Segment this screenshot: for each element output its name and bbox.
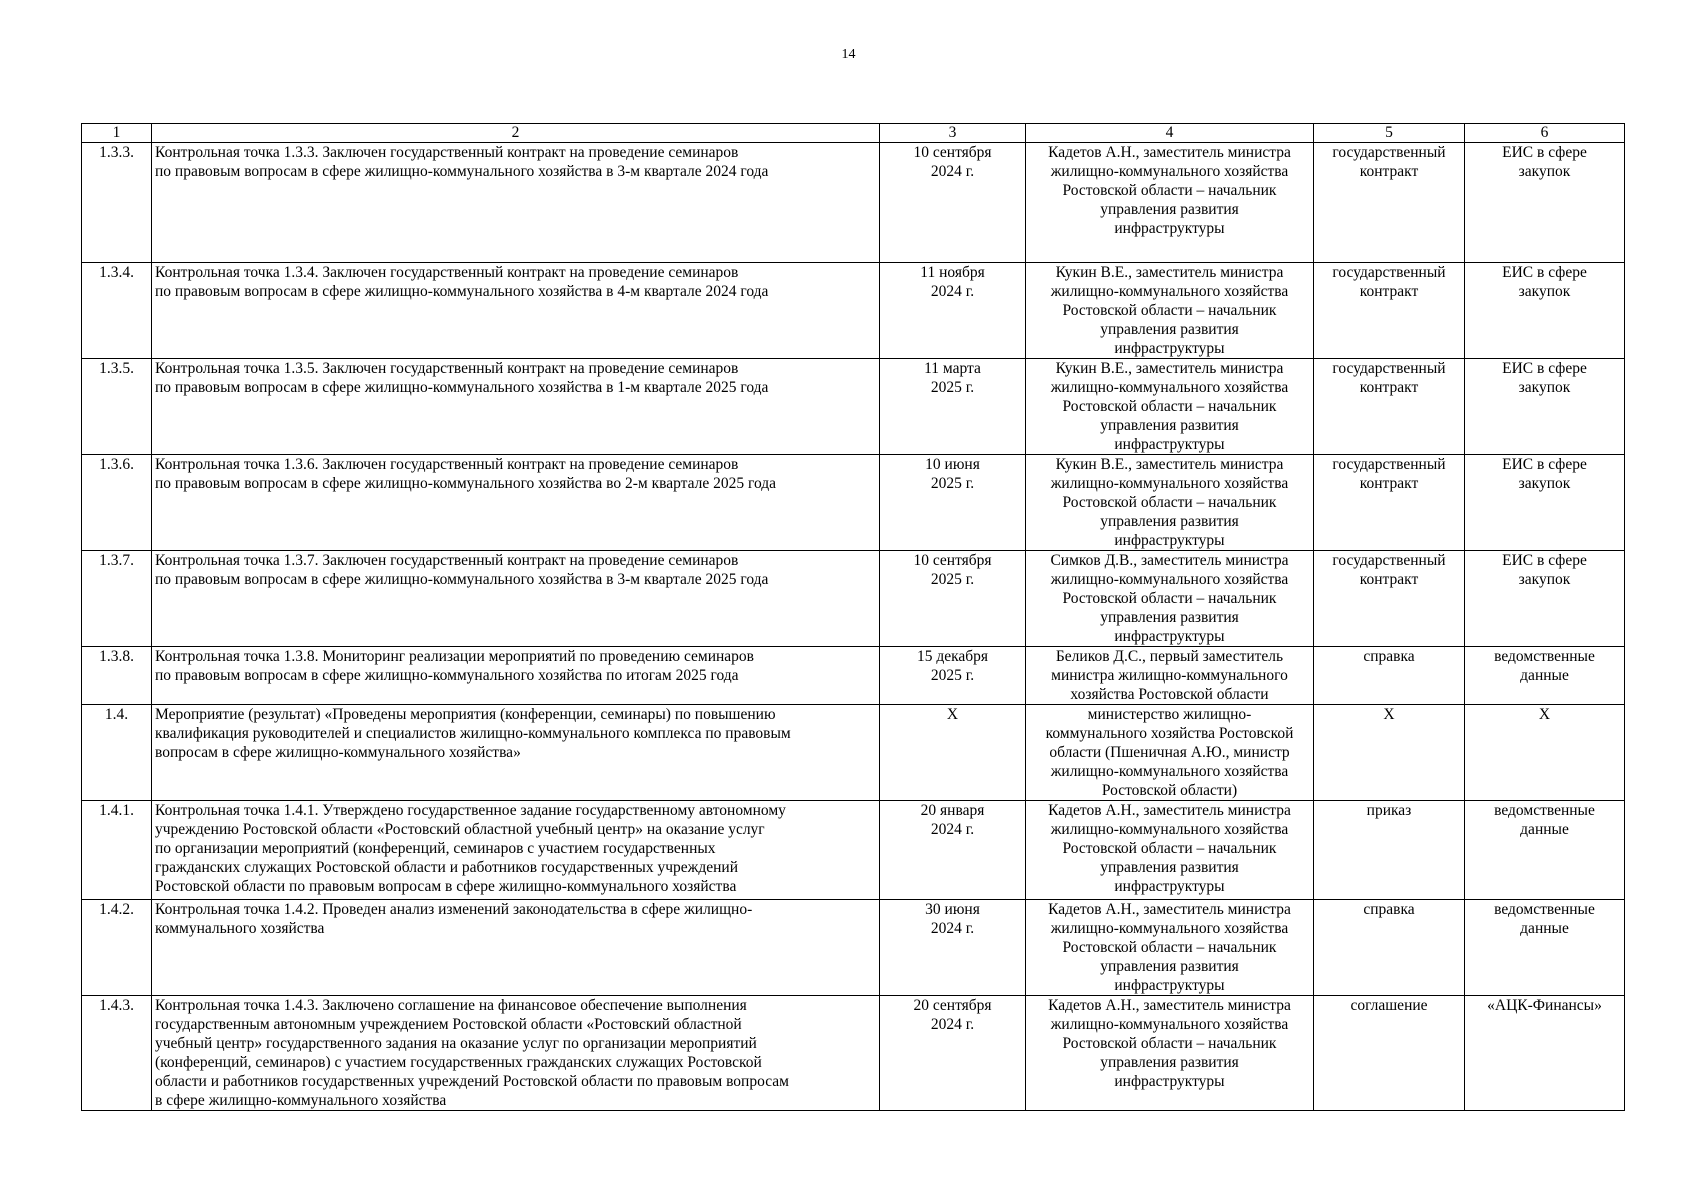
page-number: 14 xyxy=(841,47,856,62)
row-document: государственный контракт xyxy=(1314,455,1465,551)
control-points-table xyxy=(81,123,1625,1111)
row-number: 1.4. xyxy=(82,705,152,801)
row-source: X xyxy=(1465,705,1625,801)
row-number: 1.4.2. xyxy=(82,900,152,996)
row-number: 1.3.8. xyxy=(82,647,152,705)
row-description: Контрольная точка 1.3.7. Заключен государственный контракт на проведение семинаров по правовым вопросам в сфере жилищно-коммунального хозяйства в 3-м квартале 2025 года xyxy=(152,551,880,647)
row-description: Контрольная точка 1.3.6. Заключен государственный контракт на проведение семинаров по правовым вопросам в сфере жилищно-коммунального хозяйства во 2-м квартале 2025 года xyxy=(152,455,880,551)
table-row xyxy=(82,263,1625,359)
row-responsible: Кукин В.Е., заместитель министра жилищно-коммунального хозяйства Ростовской области – начальник управления развития инфраструктуры xyxy=(1026,263,1314,359)
row-date: 15 декабря 2025 г. xyxy=(880,647,1026,705)
row-document: приказ xyxy=(1314,801,1465,900)
row-date: 20 января 2024 г. xyxy=(880,801,1026,900)
row-number: 1.4.3. xyxy=(82,996,152,1111)
row-document: государственный контракт xyxy=(1314,263,1465,359)
row-description: Контрольная точка 1.3.5. Заключен государственный контракт на проведение семинаров по правовым вопросам в сфере жилищно-коммунального хозяйства в 1-м квартале 2025 года xyxy=(152,359,880,455)
row-source: ЕИС в сфере закупок xyxy=(1465,359,1625,455)
table-row xyxy=(82,996,1625,1111)
row-document: справка xyxy=(1314,900,1465,996)
row-responsible: Кукин В.Е., заместитель министра жилищно-коммунального хозяйства Ростовской области – начальник управления развития инфраструктуры xyxy=(1026,359,1314,455)
table-row xyxy=(82,801,1625,900)
row-date: 30 июня 2024 г. xyxy=(880,900,1026,996)
row-description: Контрольная точка 1.3.8. Мониторинг реализации мероприятий по проведению семинаров по правовым вопросам в сфере жилищно-коммунального хозяйства по итогам 2025 года xyxy=(152,647,880,705)
table-row xyxy=(82,143,1625,263)
row-description: Контрольная точка 1.4.3. Заключено соглашение на финансовое обеспечение выполнения государственным автономным учреждением Ростовской области «Ростовский областной учебный центр» государственного задания на оказание услуг по организации мероприятий (конференций, семинаров) с участием государственных гражданских служащих Ростовской области и работников государственных учреждений Ростовской области по правовым вопросам в сфере жилищно-коммунального хозяйства xyxy=(152,996,880,1111)
row-responsible: Кадетов А.Н., заместитель министра жилищно-коммунального хозяйства Ростовской области – начальник управления развития инфраструктуры xyxy=(1026,900,1314,996)
row-number: 1.3.5. xyxy=(82,359,152,455)
row-responsible: Кадетов А.Н., заместитель министра жилищно-коммунального хозяйства Ростовской области – начальник управления развития инфраструктуры xyxy=(1026,143,1314,263)
row-source: ЕИС в сфере закупок xyxy=(1465,551,1625,647)
row-date: 20 сентября 2024 г. xyxy=(880,996,1026,1111)
row-responsible: Кадетов А.Н., заместитель министра жилищно-коммунального хозяйства Ростовской области – начальник управления развития инфраструктуры xyxy=(1026,996,1314,1111)
row-date: 11 марта 2025 г. xyxy=(880,359,1026,455)
row-description: Контрольная точка 1.4.2. Проведен анализ изменений законодательства в сфере жилищно- коммунального хозяйства xyxy=(152,900,880,996)
row-document: справка xyxy=(1314,647,1465,705)
row-source: ЕИС в сфере закупок xyxy=(1465,455,1625,551)
table-row xyxy=(82,359,1625,455)
row-document: государственный контракт xyxy=(1314,551,1465,647)
row-date: 10 сентября 2025 г. xyxy=(880,551,1026,647)
row-document: государственный контракт xyxy=(1314,359,1465,455)
row-source: «АЦК-Финансы» xyxy=(1465,996,1625,1111)
row-source: ведомственные данные xyxy=(1465,647,1625,705)
row-description: Контрольная точка 1.3.3. Заключен государственный контракт на проведение семинаров по правовым вопросам в сфере жилищно-коммунального хозяйства в 3-м квартале 2024 года xyxy=(152,143,880,263)
row-date: X xyxy=(880,705,1026,801)
row-responsible: Кадетов А.Н., заместитель министра жилищно-коммунального хозяйства Ростовской области – начальник управления развития инфраструктуры xyxy=(1026,801,1314,900)
table-row xyxy=(82,647,1625,705)
row-number: 1.3.3. xyxy=(82,143,152,263)
row-source: ведомственные данные xyxy=(1465,801,1625,900)
table-row xyxy=(82,551,1625,647)
row-description: Контрольная точка 1.3.4. Заключен государственный контракт на проведение семинаров по правовым вопросам в сфере жилищно-коммунального хозяйства в 4-м квартале 2024 года xyxy=(152,263,880,359)
row-date: 11 ноября 2024 г. xyxy=(880,263,1026,359)
row-description: Контрольная точка 1.4.1. Утверждено государственное задание государственному автономному учреждению Ростовской области «Ростовский областной учебный центр» на оказание услуг по организации мероприятий (конференций, семинаров с участием государственных гражданских служащих Ростовской области и работников государственных учреждений Ростовской области по правовым вопросам в сфере жилищно-коммунального хозяйства xyxy=(152,801,880,900)
table-row xyxy=(82,705,1625,801)
table-row xyxy=(82,900,1625,996)
column-header: 4 xyxy=(1026,124,1314,143)
column-header: 2 xyxy=(152,124,880,143)
column-header: 3 xyxy=(880,124,1026,143)
row-source: ЕИС в сфере закупок xyxy=(1465,143,1625,263)
row-number: 1.4.1. xyxy=(82,801,152,900)
row-responsible: Беликов Д.С., первый заместитель министра жилищно-коммунального хозяйства Ростовской области xyxy=(1026,647,1314,705)
table-header-row xyxy=(82,124,1625,143)
row-date: 10 сентября 2024 г. xyxy=(880,143,1026,263)
row-source: ЕИС в сфере закупок xyxy=(1465,263,1625,359)
row-responsible: Кукин В.Е., заместитель министра жилищно-коммунального хозяйства Ростовской области – начальник управления развития инфраструктуры xyxy=(1026,455,1314,551)
row-document: соглашение xyxy=(1314,996,1465,1111)
row-responsible: Симков Д.В., заместитель министра жилищно-коммунального хозяйства Ростовской области – начальник управления развития инфраструктуры xyxy=(1026,551,1314,647)
row-document: X xyxy=(1314,705,1465,801)
row-description: Мероприятие (результат) «Проведены мероприятия (конференции, семинары) по повышению квалификация руководителей и специалистов жилищно-коммунального комплекса по правовым вопросам в сфере жилищно-коммунального хозяйства» xyxy=(152,705,880,801)
column-header: 5 xyxy=(1314,124,1465,143)
column-header: 1 xyxy=(82,124,152,143)
row-document: государственный контракт xyxy=(1314,143,1465,263)
row-number: 1.3.7. xyxy=(82,551,152,647)
row-date: 10 июня 2025 г. xyxy=(880,455,1026,551)
row-responsible: министерство жилищно- коммунального хозяйства Ростовской области (Пшеничная А.Ю., министр жилищно-коммунального хозяйства Ростовской области) xyxy=(1026,705,1314,801)
column-header: 6 xyxy=(1465,124,1625,143)
row-source: ведомственные данные xyxy=(1465,900,1625,996)
table-row xyxy=(82,455,1625,551)
row-number: 1.3.4. xyxy=(82,263,152,359)
row-number: 1.3.6. xyxy=(82,455,152,551)
